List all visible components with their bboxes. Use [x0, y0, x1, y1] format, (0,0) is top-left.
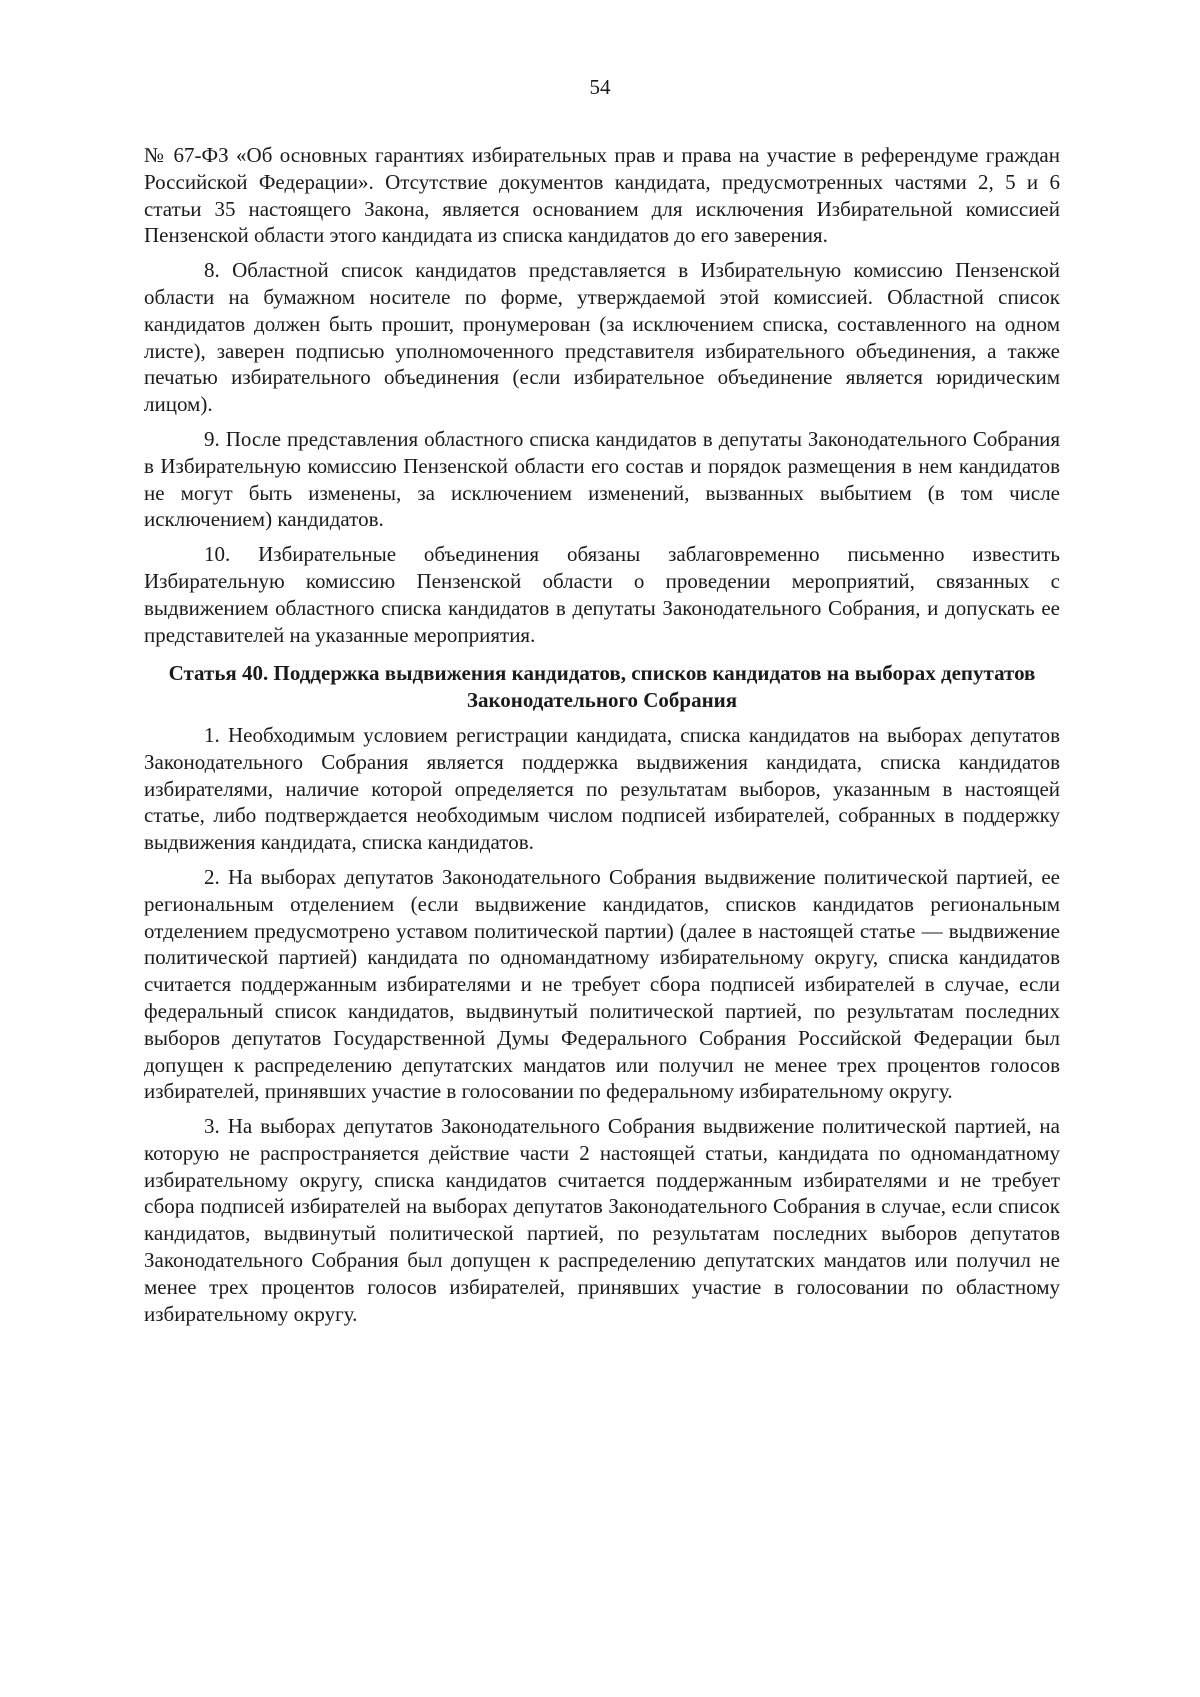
- paragraph-item-9: 9. После представления областного списка кандидатов в депутаты Законодательного Собрания в Избирательную комиссию Пензенской области его состав и порядок размещения в нем кандидатов не могут быть изменены, за исключением изменений, вызванных выбытием (в том числе исключением) кандидатов.: [144, 426, 1060, 532]
- paragraph-item-10: 10. Избирательные объединения обязаны заблаговременно письменно известить Избирательную комиссию Пензенской области о проведении мероприятий, связанных с выдвижением областного списка кандидатов в депутаты Законодательного Собрания, и допускать ее представителей на указанные мероприятия.: [144, 542, 1060, 647]
- article-paragraph-3: 3. На выборах депутатов Законодательного Собрания выдвижение политической партией, на которую не распространяется действие части 2 настоящей статьи, кандидата по одномандатному избирательному округу, списка кандидатов считается поддержанным избирателями и не требует сбора подписей избирателей на выборах депутатов Законодательного Собрания в случае, если список кандидатов, выдвинутый политической партией, по результатам последних выборов депутатов Законодательного Собрания был допущен к распределению депутатских мандатов или получил не менее трех процентов голосов избирателей, принявших участие в голосовании по областному избирательному округу.: [144, 1114, 1060, 1326]
- paragraph-item-8: 8. Областной список кандидатов представляется в Избирательную комиссию Пензенской области на бумажном носителе по форме, утверждаемой этой комиссией. Областной список кандидатов должен быть прошит, пронумерован (за исключением списка, составленного на одном листе), заверен подписью уполномоченного представителя избирательного объединения, а также печатью избирательного объединения (если избирательное объединение является юридическим лицом).: [144, 258, 1060, 417]
- page-number: 54: [589, 75, 611, 99]
- article-heading: Статья 40. Поддержка выдвижения кандидатов, списков кандидатов на выборах депутатов Законодательного Собрания: [168, 661, 1036, 713]
- paragraph-continuation: № 67-ФЗ «Об основных гарантиях избирательных прав и права на участие в референдуме граждан Российской Федерации». Отсутствие документов кандидата, предусмотренных частями 2, 5 и 6 статьи 35 настоящего Закона, является основанием для исключения Избирательной комиссией Пензенской области этого кандидата из списка кандидатов до его заверения.: [144, 143, 1060, 248]
- document-body: [144, 142, 1060, 1335]
- article-paragraph-1: 1. Необходимым условием регистрации кандидата, списка кандидатов на выборах депутатов Законодательного Собрания является поддержка выдвижения кандидата, списка кандидатов избирателями, наличие которой определяется по результатам выборов, указанным в настоящей статье, либо подтверждается необходимым числом подписей избирателей, собранных в поддержку выдвижения кандидата, списка кандидатов.: [144, 722, 1060, 855]
- article-paragraph-2: 2. На выборах депутатов Законодательного Собрания выдвижение политической партией, ее региональным отделением (если выдвижение кандидатов, списков кандидатов региональным отделением предусмотрено уставом политической партии) (далее в настоящей статье — выдвижение политической партией) кандидата по одномандатному избирательному округу, списка кандидатов считается поддержанным избирателями и не требует сбора подписей избирателей в случае, если федеральный список кандидатов, выдвинутый политической партией, по результатам последних выборов депутатов Государственной Думы Федерального Собрания Российской Федерации был допущен к распределению депутатских мандатов или получил не менее трех процентов голосов избирателей, принявших участие в голосовании по федеральному избирательному округу.: [144, 864, 1060, 1104]
